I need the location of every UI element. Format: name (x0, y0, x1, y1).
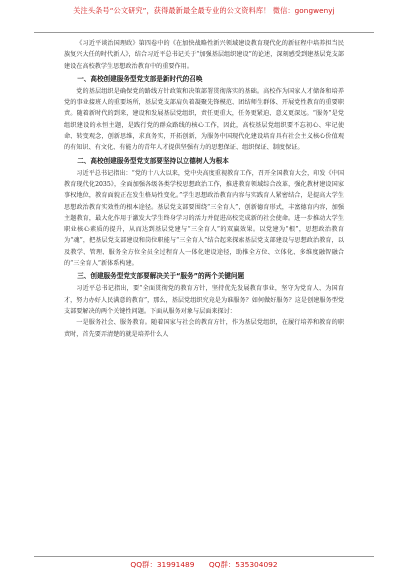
top-banner (0, 6, 408, 15)
footer-qq-group-1: QQ群：31991489 (130, 560, 195, 569)
footer (0, 560, 408, 570)
article-body (64, 38, 344, 340)
bottom-divider (34, 556, 374, 557)
footer-qq-group-2: QQ群：535304092 (208, 560, 278, 569)
top-divider (34, 32, 374, 33)
intro-paragraph: 《习近平谈治国理政》第四卷中的《在加快战略性新兴领域建设教育现代化的新征程中培养担当民族复兴大任的时代新人》，结合习近平总书记关于“加强基层组织建设”的论述，深刻感受到建基层党支部建设在高校教学生思想政治教育中的重要作用。 (64, 40, 344, 70)
section-1-heading: 一、高校创建服务型党支部是新时代的召唤 (77, 74, 203, 83)
section-2-heading: 二、高校创建服务型党支部要坚持以立德树人为根本 (77, 156, 229, 165)
section-1-paragraph-1: 党的基层组织是确保党的路线方针政策和决策部署贯彻落实的基础。高校作为国家人才储备和培养党的事业接班人的重要场所，基层党支部肩负着凝聚先锋模范、团结师生群体、开展党性教育的重要职责。随着新时代的到来，建设和发展基层党组织，责任更重大，任务更紧迫、意义更深远。“服务”是党组织建设的永恒主题，是践行党的群众路线的核心工作，因此，高校基层党组织要不忘初心、牢记使命、转变观念，创新思维，求真务实，开拓创新，为服务中国现代化建设培育具有社会主义核心价值观的有知识、有文化、有能力的青年人才提供坚强有力的思想保证、组织保证、制度保证。 (64, 87, 344, 152)
section-2-paragraph-1: 习近平总书记指出：“党的十八大以来，党中央高度重视教育工作，召开全国教育大会，印发《中国教育现代化2035》，全面加强各级各类学校思想政治工作，推进教育领域综合改革，强化教材建设国家事权地位，教育面貌正在发生格局性变化。”学生思想政治教育内容与实践育人紧密结合，是提高大学生思想政治教育实效性的根本途径。基层党支部要围绕“三全育人”，创新德育形式，丰富德育内容，加强主题教育，最大化作用于激发大学生终身学习的活力并促进高校完成新的社会使命。进一步推动大学生职业核心素质的提升，从而达到基层党建与“三全育人”的双赢效果。以党建为“根”，思想政治教育为“魂”，把基层党支部建设和岗位职能与“三全育人”结合起来探索基层党支部建设与思想政治教育，以及教学、管理、服务全方位全员全过程育人一体化建设途径，助推全方位、立体化、多维度融智融合的“三全育人”新体系构建。 (64, 169, 344, 268)
section-3-heading: 三、创建服务型党支部要解决关于“服务”的两个关键问题 (77, 272, 245, 281)
banner-line: 关注头条号“公文研究”，获得最新最全最专业的公文资料库！ 微信：gongwenyj (73, 6, 335, 15)
section-3-paragraph-2: 一是服务社会、服务教育。随着国家与社会的教育方针，作为基层党组织，在履行培养和教育的职责时，首先要弄清楚的就是培养什么人 (64, 319, 344, 338)
section-3-paragraph-1: 习近平总书记指出，要“全面贯彻党的教育方针，坚持优先发展教育事业，坚守为党育人、为国育才，努力办好人民满意的教育”，那么，基层党组织究竟是为谁服务？如何做好服务？这是创建服务型党支部要解决的两个关键性问题。下面从服务对象与层面来探讨： (64, 285, 344, 315)
